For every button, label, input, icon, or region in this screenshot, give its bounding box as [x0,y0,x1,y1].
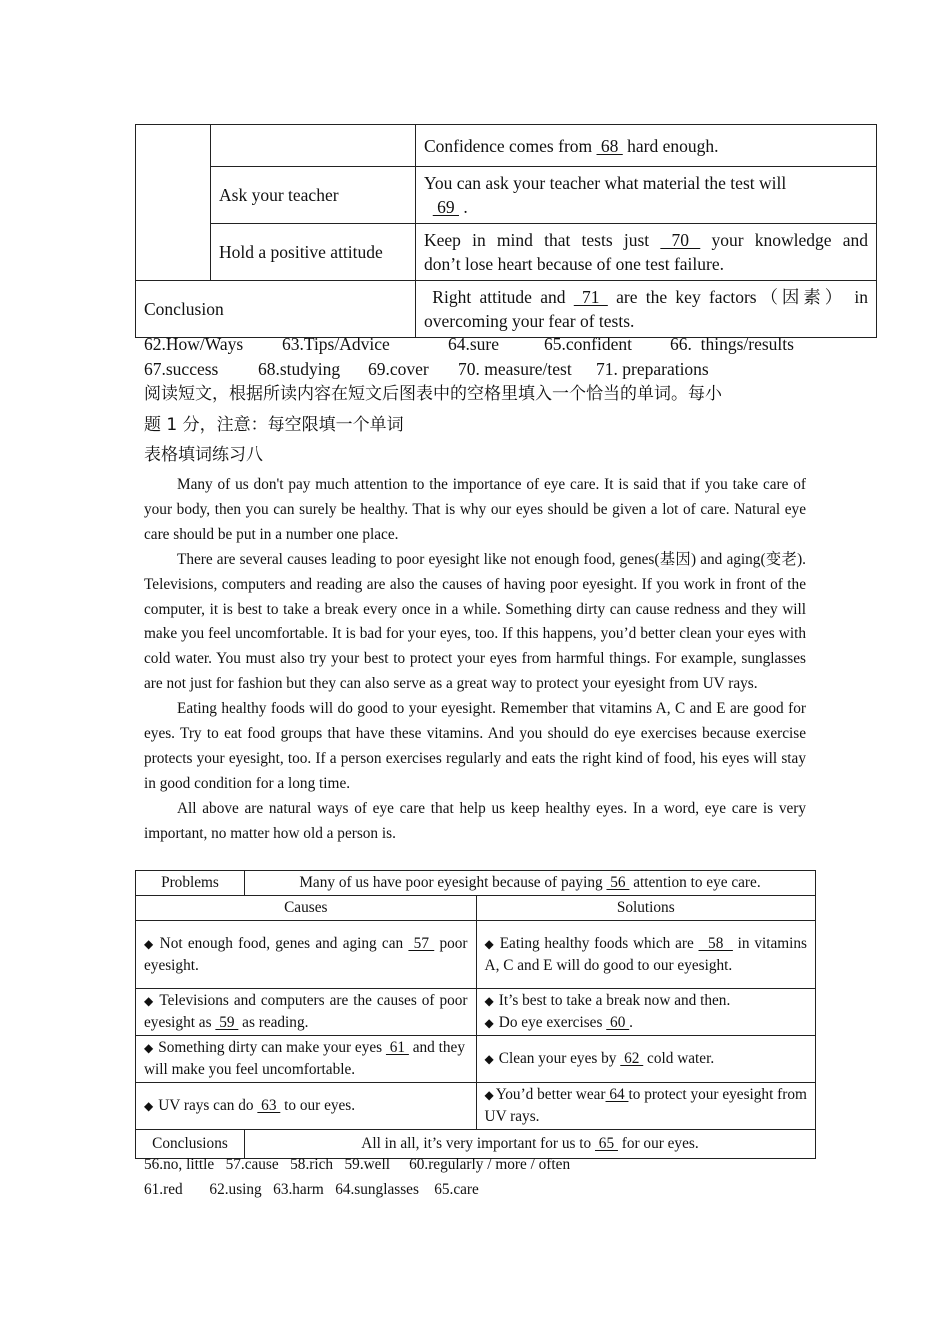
blank-70: 70 [660,230,701,250]
blank-56: 56 [606,874,630,891]
positive-attitude-cell: Keep in mind that tests just 70 your knowledge and don’t lose heart because of one test failure. [416,224,877,281]
diamond-bullet-icon: ◆ [144,1099,154,1113]
diamond-bullet-icon: ◆ [484,1088,494,1102]
diamond-bullet-icon: ◆ [484,994,494,1008]
blank-69: 69 [432,197,459,217]
table1-empty-cell [136,125,211,281]
blank-64: 64 [605,1086,629,1103]
eye-care-table [135,870,816,1159]
causes-header: Causes [136,896,477,921]
blank-60: 60 [606,1014,630,1031]
blank-71: 71 [573,287,608,307]
blank-58: 58 [698,934,733,952]
answers2-line-2: 61.red 62.using 63.harm 64.sunglasses 65.care [144,1181,479,1198]
diamond-bullet-icon: ◆ [144,1041,154,1055]
cause-cell-61: ◆ Something dirty can make your eyes 61 and they will make you feel uncomfortable. [136,1036,477,1083]
problems-label: Problems [136,871,245,896]
cause-cell-63: ◆ UV rays can do 63 to our eyes. [136,1083,477,1130]
study-tips-table [135,124,877,338]
solution-cell-64: ◆ You’d better wear 64 to protect your eyesight from UV rays. [476,1083,815,1130]
diamond-bullet-icon: ◆ [484,936,495,951]
diamond-bullet-icon: ◆ [144,936,155,951]
section-title: 表格填词练习八 [144,445,263,465]
diamond-bullet-icon: ◆ [484,1016,494,1030]
conclusion-cell: Right attitude and 71 are the key factors（因素） in overcoming your fear of tests. [416,281,877,338]
paragraph-2: There are several causes leading to poor eyesight like not enough food, genes(基因) and aging(变老). Televisions, computers and reading are also the causes of having poor eyesight. If you work in front of the computer, it is best to take a break every once in a while. Something dirty can cause redness and they will make you feel uncomfortable. It is bad for your eyes, too. If this happens, you’d better clean your eyes with cold water. You must also try your best to protect your eyes from harmful things. For example, sunglasses are not just for fashion but they can also serve as a great way to protect your eyesight from UV rays. [144,550,806,693]
solution-cell-62: ◆ Clean your eyes by 62 cold water. [476,1036,815,1083]
answers2-line-1: 56.no, little 57.cause 58.rich 59.well 60.regularly / more / often [144,1156,571,1173]
cause-cell-59: ◆ Televisions and computers are the causes of poor eyesight as 59 as reading. [136,989,477,1036]
paragraph-1: Many of us don't pay much attention to the importance of eye care. It is said that if you take care of your body, then you can surely be healthy. That is why our eyes should be given a lot of care. Natural eye care should be put in a number one place. [144,476,806,543]
paragraph-4: All above are natural ways of eye care that help us keep healthy eyes. In a word, eye care is very important, no matter how old a person is. [144,799,806,842]
paragraph-3: Eating healthy foods will do good to your eyesight. Remember that vitamins A, C and E are good for eyes. Try to eat food groups that have these vitamins. And you should do eye exercises because exercise protects your eyesight, too. If a person exercises regularly and eats the right kind of food, his eyes will stay in good condition for a long time. [144,700,806,792]
blank-63: 63 [257,1097,281,1114]
blank-59: 59 [215,1014,239,1031]
ask-teacher-cell: You can ask your teacher what material the test will 69 . [416,167,877,224]
positive-attitude-label: Hold a positive attitude [211,224,416,281]
reading-passage [144,473,806,847]
diamond-bullet-icon: ◆ [144,994,155,1008]
conclusion-label: Conclusion [136,281,416,338]
problems-cell: Many of us have poor eyesight because of paying 56 attention to eye care. [244,871,815,896]
solution-cell-60: ◆ It’s best to take a break now and then. ◆ Do eye exercises 60 . [476,989,815,1036]
instructions-line-1: 阅读短文，根据所读内容在短文后图表中的空格里填入一个恰当的单词。每小 [144,384,722,404]
ask-teacher-label: Ask your teacher [211,167,416,224]
conclusions-label: Conclusions [136,1130,245,1159]
solution-cell-58: ◆ Eating healthy foods which are 58 in vitamins A, C and E will do good to our eyesight. [476,921,815,989]
blank-65: 65 [594,1135,618,1152]
solutions-header: Solutions [476,896,815,921]
cause-cell-57: ◆ Not enough food, genes and aging can 57 poor eyesight. [136,921,477,989]
confidence-cell: Confidence comes from 68 hard enough. [416,125,877,167]
instructions-line-2: 题 1 分，注意：每空限填一个单词 [144,415,404,435]
diamond-bullet-icon: ◆ [484,1052,494,1066]
blank-62: 62 [620,1050,644,1067]
blank-68: 68 [596,135,623,156]
table1-empty-cell [211,125,416,167]
blank-61: 61 [385,1039,409,1056]
blank-57: 57 [408,934,435,952]
conclusions-cell: All in all, it’s very important for us to 65 for our eyes. [244,1130,815,1159]
